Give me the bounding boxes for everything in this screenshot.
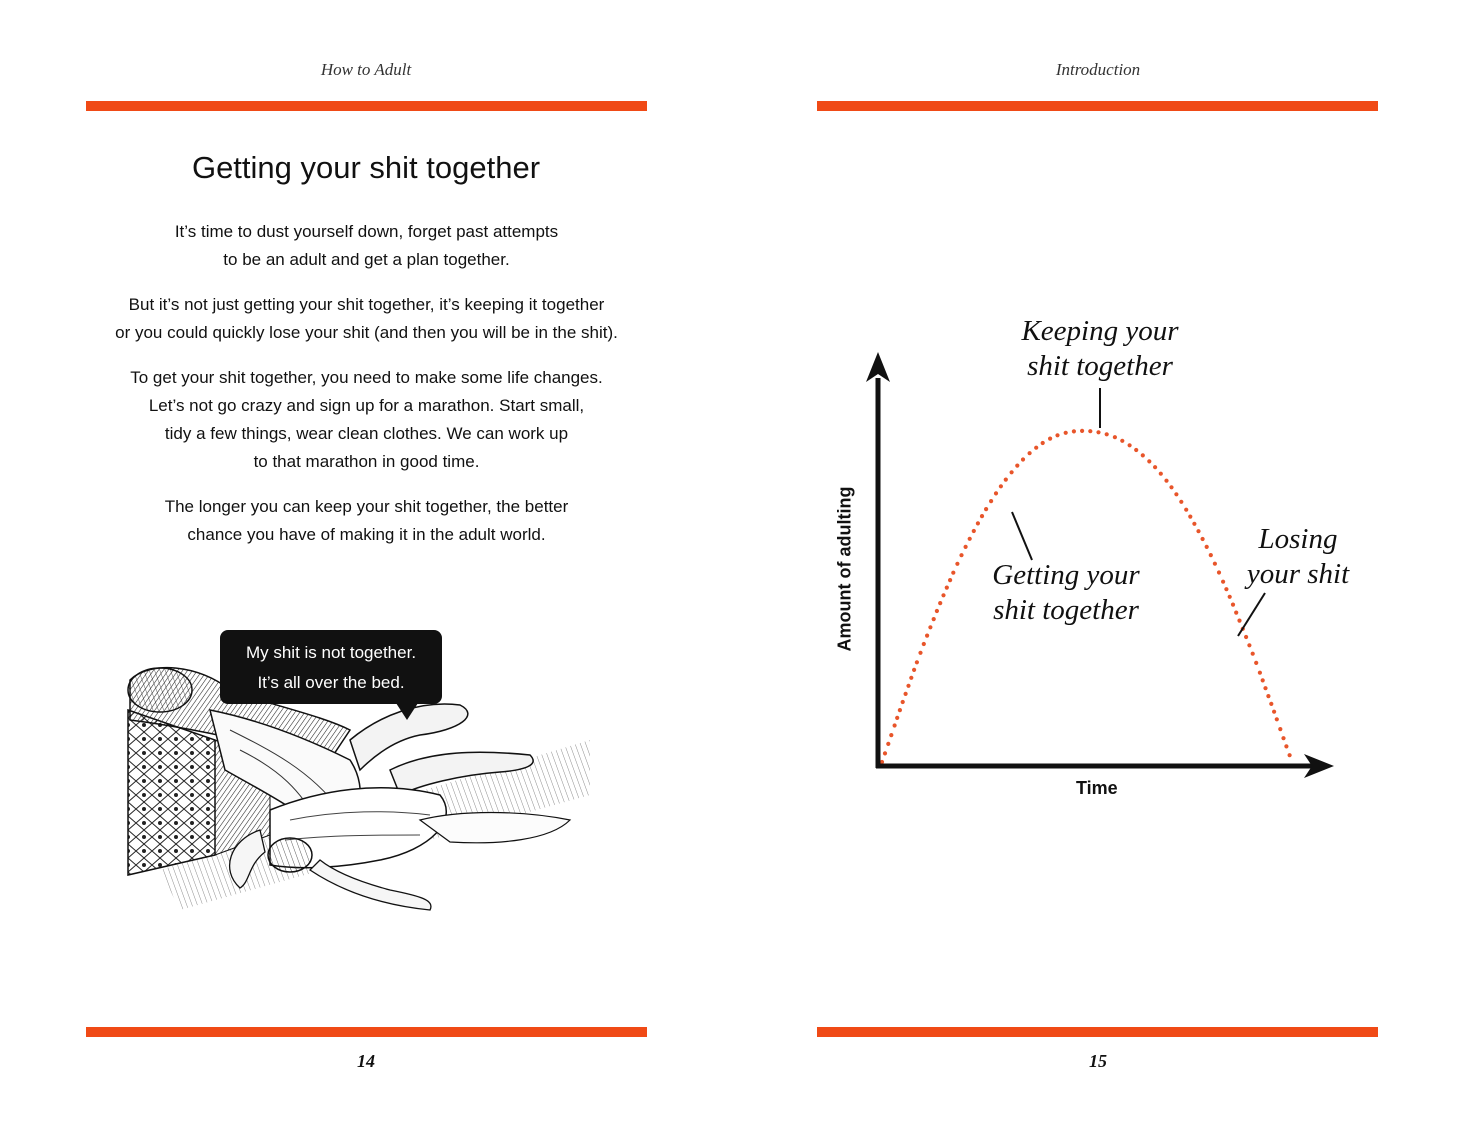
annotation-rising bbox=[966, 558, 1166, 628]
curve-dot bbox=[951, 571, 955, 575]
curve-dot bbox=[1231, 603, 1235, 607]
text-line: to be an adult and get a plan together. bbox=[223, 250, 510, 269]
curve-dot bbox=[1261, 678, 1265, 682]
curve-dot bbox=[889, 733, 893, 737]
curve-dot bbox=[976, 521, 980, 525]
curve-dot bbox=[1147, 459, 1151, 463]
curve-dot bbox=[1278, 727, 1282, 731]
curve-dot bbox=[904, 692, 908, 696]
curve-dot bbox=[1258, 671, 1262, 675]
annotation-peak bbox=[1000, 314, 1200, 384]
curve-dot bbox=[1205, 545, 1209, 549]
curve-dot bbox=[941, 593, 945, 597]
annotation-falling bbox=[1228, 522, 1368, 592]
text-line: It’s time to dust yourself down, forget past attempts bbox=[174, 222, 559, 241]
curve-dot bbox=[1244, 635, 1248, 639]
curve-dot bbox=[895, 716, 899, 720]
curve-dot bbox=[1113, 435, 1117, 439]
curve-dot bbox=[1169, 485, 1173, 489]
right-page bbox=[732, 0, 1464, 1124]
curve-dot bbox=[1120, 439, 1124, 443]
bottom-rule-right bbox=[817, 1027, 1378, 1037]
curve-dot bbox=[1209, 553, 1213, 557]
curve-dot bbox=[955, 562, 959, 566]
curve-dot bbox=[1196, 529, 1200, 533]
page-number-right: 15 bbox=[1089, 1051, 1107, 1071]
paragraph-1 bbox=[86, 218, 647, 274]
curve-dot bbox=[880, 760, 884, 764]
curve-dot bbox=[1221, 580, 1225, 584]
curve-dot bbox=[994, 491, 998, 495]
x-axis-label: Time bbox=[1076, 778, 1118, 798]
speech-line: My shit is not together. bbox=[245, 643, 417, 662]
curve-dot bbox=[945, 586, 949, 590]
y-axis-label: Amount of adulting bbox=[834, 486, 855, 652]
text-line: to that marathon in good time. bbox=[253, 452, 480, 471]
curve-dot bbox=[1284, 744, 1288, 748]
curve-dot bbox=[1213, 562, 1217, 566]
curve-dot bbox=[980, 514, 984, 518]
curve-dot bbox=[935, 609, 939, 613]
curve-dot bbox=[989, 499, 993, 503]
curve-dot bbox=[1251, 652, 1255, 656]
curve-dot bbox=[1184, 508, 1188, 512]
speech-bubble-tail bbox=[396, 703, 418, 720]
annotation-leader-falling bbox=[1238, 593, 1265, 636]
text-line: Let’s not go crazy and sign up for a marathon. Start small, bbox=[148, 396, 585, 415]
curve-dot bbox=[1234, 611, 1238, 615]
curve-dot bbox=[1153, 465, 1157, 469]
curve-dot bbox=[938, 601, 942, 605]
annotation-line: Losing bbox=[1258, 523, 1338, 555]
curve-dot bbox=[1010, 470, 1014, 474]
curve-dot bbox=[1237, 619, 1241, 623]
paragraph-2 bbox=[86, 291, 647, 347]
curve-dot bbox=[964, 545, 968, 549]
curve-dot bbox=[1217, 570, 1221, 574]
annotation-line: your shit bbox=[1246, 558, 1350, 590]
curve-dot bbox=[1105, 432, 1109, 436]
curve-dot bbox=[1096, 430, 1100, 434]
annotation-line: Getting your bbox=[992, 559, 1140, 591]
curve-dot bbox=[1141, 453, 1145, 457]
curve-dot bbox=[1179, 500, 1183, 504]
curve-dot bbox=[1201, 537, 1205, 541]
curve-dot bbox=[906, 684, 910, 688]
curve-dot bbox=[925, 634, 929, 638]
running-head-right: Introduction bbox=[1055, 60, 1141, 79]
paragraph-3 bbox=[86, 364, 647, 476]
curve-dot bbox=[912, 668, 916, 672]
curve-dot bbox=[1159, 472, 1163, 476]
curve-dot bbox=[1064, 431, 1068, 435]
curve-dot bbox=[1275, 717, 1279, 721]
curve-dot bbox=[968, 537, 972, 541]
curve-dot bbox=[1266, 694, 1270, 698]
curve-dot bbox=[932, 617, 936, 621]
curve-dot bbox=[1272, 710, 1276, 714]
curve-dot bbox=[1004, 478, 1008, 482]
curve-dot bbox=[928, 625, 932, 629]
curve-dot bbox=[898, 708, 902, 712]
curve-dot bbox=[1028, 451, 1032, 455]
curve-dot bbox=[893, 723, 897, 727]
curve-dot bbox=[959, 553, 963, 557]
curve-dot bbox=[1192, 522, 1196, 526]
annotation-line: shit together bbox=[993, 594, 1139, 626]
curve-dot bbox=[915, 660, 919, 664]
curve-dot bbox=[1048, 437, 1052, 441]
text-line: To get your shit together, you need to make some life changes. bbox=[130, 368, 603, 387]
curve-dot bbox=[1134, 448, 1138, 452]
curve-dot bbox=[909, 676, 913, 680]
annotation-line: shit together bbox=[1027, 350, 1173, 382]
curve-dot bbox=[1281, 736, 1285, 740]
curve-dot bbox=[1174, 492, 1178, 496]
curve-dot bbox=[984, 507, 988, 511]
curve-dot bbox=[1164, 479, 1168, 483]
page-number-left: 14 bbox=[357, 1051, 375, 1071]
body-text bbox=[86, 218, 647, 566]
speech-line: It’s all over the bed. bbox=[257, 673, 405, 692]
curve-dot bbox=[918, 651, 922, 655]
annotation-line: Keeping your bbox=[1021, 315, 1179, 347]
curve-dot bbox=[1128, 443, 1132, 447]
page-title: Getting your shit together bbox=[191, 150, 541, 185]
curve-dot bbox=[1254, 661, 1258, 665]
curve-dot bbox=[1034, 446, 1038, 450]
curve-dot bbox=[1080, 429, 1084, 433]
curve-dot bbox=[1021, 457, 1025, 461]
text-line: chance you have of making it in the adult world. bbox=[187, 525, 546, 544]
curve-dot bbox=[1015, 464, 1019, 468]
curve-dot bbox=[999, 484, 1003, 488]
curve-dot bbox=[1228, 595, 1232, 599]
curve-dot bbox=[972, 529, 976, 533]
speech-bubble bbox=[220, 630, 442, 704]
top-rule-left bbox=[86, 101, 647, 111]
curve-dot bbox=[883, 751, 887, 755]
curve-dot bbox=[1263, 686, 1267, 690]
running-head-left: How to Adult bbox=[320, 60, 412, 79]
curve-dot bbox=[1072, 429, 1076, 433]
curve-dot bbox=[1247, 643, 1251, 647]
text-line: or you could quickly lose your shit (and then you will be in the shit). bbox=[115, 323, 618, 342]
text-line: But it’s not just getting your shit together, it’s keeping it together bbox=[128, 295, 605, 314]
text-line: tidy a few things, wear clean clothes. We can work up bbox=[164, 424, 569, 443]
curve-dot bbox=[1088, 429, 1092, 433]
paragraph-4 bbox=[86, 493, 647, 549]
curve-dot bbox=[1188, 515, 1192, 519]
annotation-leader-rising bbox=[1012, 512, 1032, 560]
y-axis-arrow bbox=[866, 352, 890, 382]
curve-dot bbox=[1269, 702, 1273, 706]
curve-dot bbox=[886, 742, 890, 746]
curve-dot bbox=[901, 700, 905, 704]
text-line: The longer you can keep your shit together, the better bbox=[164, 497, 569, 516]
curve-dot bbox=[1055, 433, 1059, 437]
curve-dot bbox=[922, 642, 926, 646]
curve-dot bbox=[1288, 753, 1292, 757]
bottom-rule-left bbox=[86, 1027, 647, 1037]
curve-dot bbox=[1041, 441, 1045, 445]
curve-dot bbox=[948, 578, 952, 582]
